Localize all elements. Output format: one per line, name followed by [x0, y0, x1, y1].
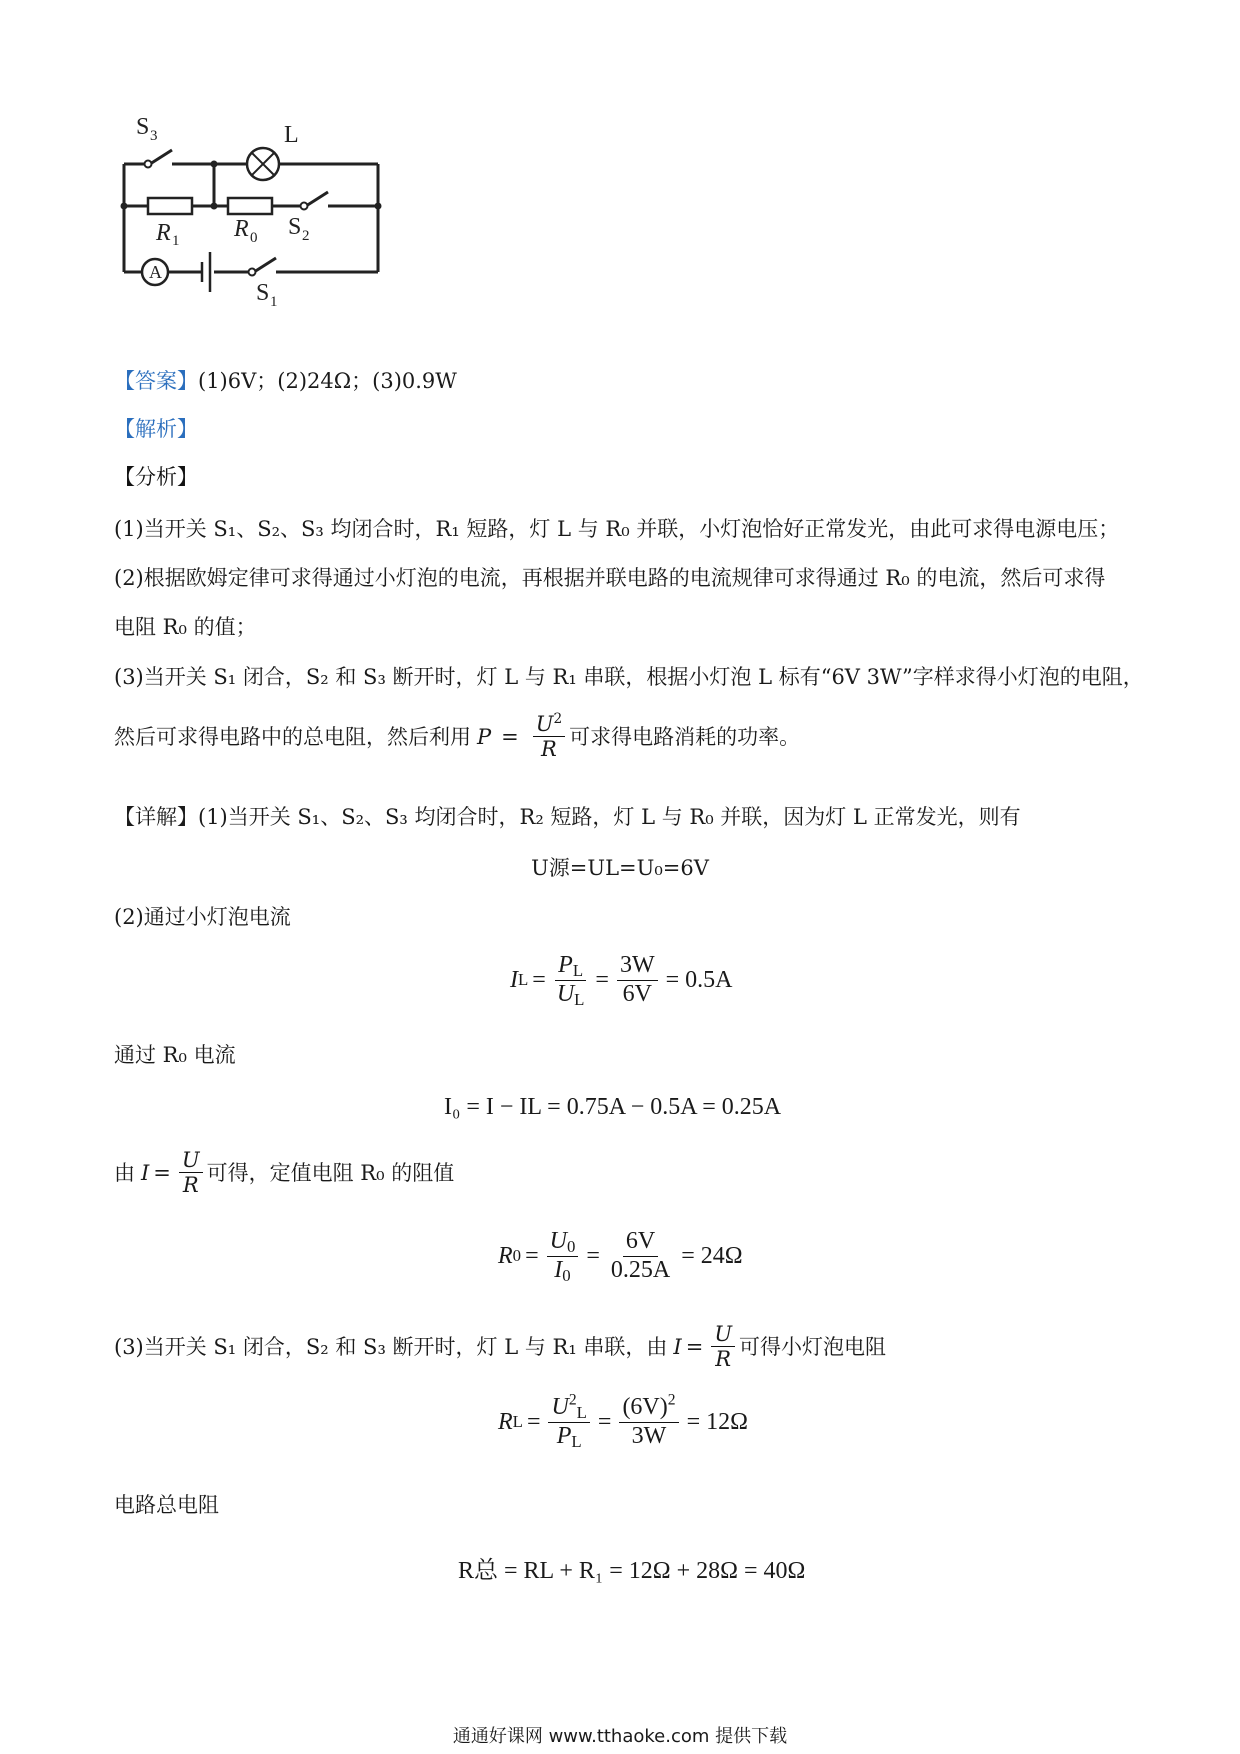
label-r1-sub: 1	[172, 233, 180, 249]
detail-intro-line	[114, 802, 1021, 832]
step-2: (2)通过小灯泡电流	[114, 905, 291, 929]
step-6: 电路总电阻	[114, 1493, 219, 1517]
fenxi-p3b-pre: 然后可求得电路中的总电阻，然后利用	[114, 724, 471, 749]
answer-tag: 【答案】	[114, 369, 198, 393]
resistor-r1	[148, 198, 192, 214]
step-5: (3)当开关 S₁ 闭合，S₂ 和 S₃ 断开时，灯 L 与 R₁ 串联，由 I = $\frac{U}{R}$ 可得小灯泡电阻	[114, 1322, 887, 1372]
s3-switch-blade	[150, 150, 172, 164]
label-r0-sub: 0	[250, 230, 258, 246]
fenxi-p3b-post: 可求得电路消耗的功率。	[569, 724, 801, 749]
battery-icon	[202, 252, 210, 292]
junction-dot	[121, 203, 128, 210]
junction-dot	[211, 203, 218, 210]
label-s1-sub: 1	[270, 294, 278, 310]
step-4: 由 I = $\frac{U}{R}$ 可得，定值电阻 R₀ 的阻值	[114, 1148, 455, 1198]
equation-5: R L = $\frac{U^2_L}{P_L}$ = $\frac{(6V)^2}{3W}$ = 12Ω	[498, 1391, 748, 1451]
resistor-r0	[228, 198, 272, 214]
junction-dot	[375, 203, 382, 210]
fenxi-p3a: (3)当开关 S₁ 闭合，S₂ 和 S₃ 断开时，灯 L 与 R₁ 串联，根据小灯泡 L 标有“6V 3W”字样求得小灯泡的电阻，	[114, 665, 1144, 689]
footer-credit: 通通好课网 www.tthaoke.com 提供下载	[452, 1726, 788, 1747]
lamp-icon	[247, 148, 279, 180]
equation-2: I L = $\frac{P_L}{U_L}$ = $\frac{3W}{6V}$ = 0.5A	[510, 952, 733, 1009]
fenxi-p2a: (2)根据欧姆定律可求得通过小灯泡的电流，再根据并联电路的电流规律可求得通过 R₀ 的电流，然后可求得	[114, 566, 1106, 590]
s3-contact	[145, 161, 152, 168]
detail-tag: 【详解】	[114, 805, 198, 829]
analysis-tag: 【解析】	[114, 417, 198, 441]
circuit-diagram	[110, 112, 400, 342]
label-s1: S	[256, 280, 270, 306]
fenxi-tag: 【分析】	[114, 465, 198, 489]
fenxi-p3b	[114, 712, 800, 761]
fenxi-p1: (1)当开关 S₁、S₂、S₃ 均闭合时，R₁ 短路，灯 L 与 R₀ 并联，小灯泡恰好正常发光，由此可求得电源电压；	[114, 517, 1120, 541]
detail-intro: (1)当开关 S₁、S₂、S₃ 均闭合时，R₂ 短路，灯 L 与 R₀ 并联，因为灯 L 正常发光，则有	[198, 805, 1021, 829]
answer-text: (1)6V；(2)24Ω；(3)0.9W	[198, 369, 457, 393]
equation-1: U源=UL=U₀=6V	[531, 856, 709, 880]
label-r0: R	[234, 216, 249, 242]
equation-4: R 0 = $\frac{U_0}{I_0}$ = $\frac{6V}{0.25A}$ = 24Ω	[498, 1228, 743, 1285]
step-3: 通过 R₀ 电流	[114, 1043, 236, 1067]
label-s2: S	[288, 214, 302, 240]
label-s3-sub: 3	[150, 128, 158, 144]
s1-contact	[249, 269, 256, 276]
label-lamp: L	[284, 122, 299, 148]
s2-contact	[301, 203, 308, 210]
equation-3: I₀ = I − IL = 0.75A − 0.5A = 0.25A	[444, 1094, 782, 1120]
label-ammeter: A	[149, 262, 162, 282]
s1-switch-blade	[254, 258, 276, 272]
formula-power-fraction: $\frac{U^2}{R}$	[533, 712, 565, 761]
fenxi-p2b: 电阻 R₀ 的值；	[114, 615, 257, 639]
label-r1: R	[156, 220, 171, 246]
label-s2-sub: 2	[302, 228, 310, 244]
equation-6: R总 = RL + R₁ = 12Ω + 28Ω = 40Ω	[458, 1558, 806, 1584]
answer-line	[114, 366, 457, 396]
s2-switch-blade	[306, 192, 328, 206]
junction-dot	[211, 161, 218, 168]
formula-p: P	[477, 724, 492, 749]
formula-eq: =	[501, 724, 519, 749]
label-s3: S	[136, 114, 150, 140]
